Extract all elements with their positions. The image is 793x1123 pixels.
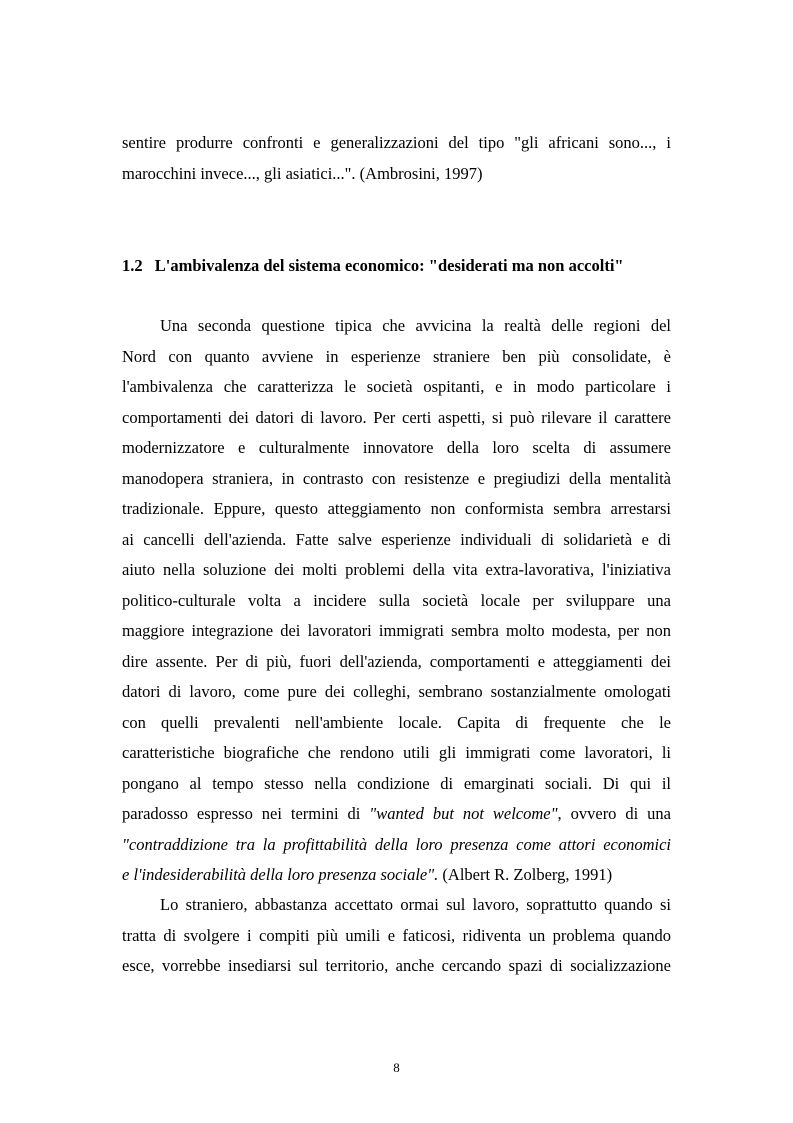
text-line: maggiore integrazione dei lavoratori immigrati sembra molto modesta, per non — [122, 621, 671, 640]
intro-paragraph — [122, 128, 671, 189]
italic-quote: e l'indesiderabilità della loro presenza sociale". — [122, 865, 439, 884]
text-line: pongano al tempo stesso nella condizione di emarginati sociali. Di qui il — [122, 773, 671, 793]
text-line: Nord con quanto avviene in esperienze straniere ben più consolidate, è — [122, 346, 671, 366]
paragraph-2 — [122, 890, 671, 982]
citation: (Albert R. Zolberg, 1991) — [438, 865, 613, 884]
text-line: politico-culturale volta a incidere sulla società locale per sviluppare una — [122, 590, 671, 610]
text-line: manodopera straniera, in contrasto con resistenze e pregiudizi della mentalità — [122, 468, 671, 488]
text-line: tradizionale. Eppure, questo atteggiamento non conformista sembra arrestarsi — [122, 499, 671, 518]
text-line — [122, 799, 671, 830]
text-line: aiuto nella soluzione dei molti problemi della vita extra-lavorativa, l'iniziativa — [122, 560, 671, 579]
text-line: comportamenti dei datori di lavoro. Per certi aspetti, si può rilevare il carattere — [122, 407, 671, 427]
text-line: tratta di svolgere i compiti più umili e faticosi, ridiventa un problema quando — [122, 925, 671, 945]
text-line: esce, vorrebbe insediarsi sul territorio, anche cercando spazi di socializzazione — [122, 956, 671, 975]
text-line: Una seconda questione tipica che avvicina la realtà delle regioni del — [160, 316, 671, 335]
text-fragment: , ovvero di una — [557, 804, 671, 823]
italic-quote: "wanted but not welcome" — [369, 804, 558, 823]
text-line: dire assente. Per di più, fuori dell'azienda, comportamenti e atteggiamenti dei — [122, 651, 671, 671]
text-line — [122, 860, 671, 891]
paragraph-1 — [122, 311, 671, 891]
text-line: Lo straniero, abbastanza accettato ormai sul lavoro, soprattutto quando si — [160, 895, 671, 914]
page-number: 8 — [393, 1060, 400, 1075]
text-fragment: paradosso espresso nei termini di — [122, 804, 370, 823]
text-line: datori di lavoro, come pure dei colleghi, sembrano sostanzialmente omologati — [122, 682, 671, 701]
text-line: con quelli prevalenti nell'ambiente locale. Capita di frequente che le — [122, 712, 671, 732]
text-line: marocchini invece..., gli asiatici...". (Ambrosini, 1997) — [122, 163, 483, 183]
italic-quote-line: "contraddizione tra la profittabilità della loro presenza come attori economici — [122, 834, 671, 854]
text-line: ai cancelli dell'azienda. Fatte salve esperienze individuali di solidarietà e di — [122, 529, 671, 549]
text-line: l'ambivalenza che caratterizza le società ospitanti, e in modo particolare i — [122, 377, 671, 396]
section-title: L'ambivalenza del sistema economico: "desiderati ma non accolti" — [154, 256, 624, 275]
section-heading — [122, 256, 682, 276]
text-line: modernizzatore e culturalmente innovatore della loro scelta di assumere — [122, 438, 671, 457]
text-line: caratteristiche biografiche che rendono utili gli immigrati come lavoratori, li — [122, 743, 671, 762]
section-number: 1.2 — [122, 256, 143, 275]
text-line: sentire produrre confronti e generalizzazioni del tipo "gli africani sono..., i — [122, 133, 671, 152]
